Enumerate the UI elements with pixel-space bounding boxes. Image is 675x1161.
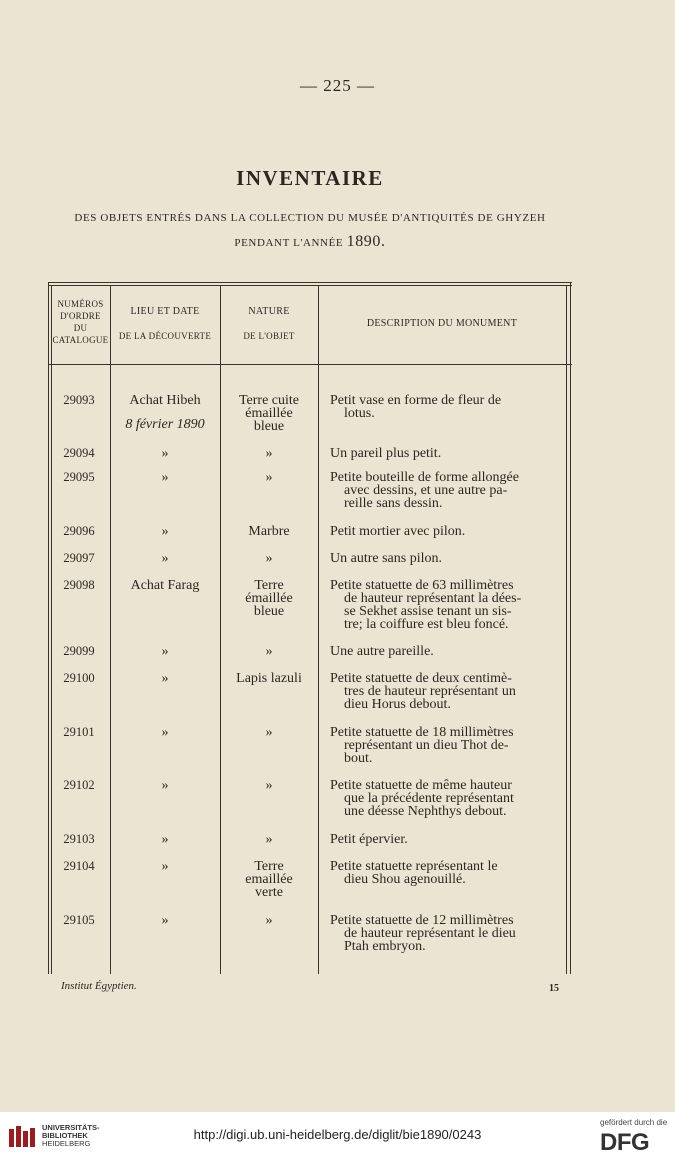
discovery-date: 8 février 1890 [125, 417, 205, 432]
description-line: Petite statuette de 12 millimètres [330, 913, 514, 928]
object-nature-line: verte [255, 885, 283, 900]
header-numeros-l4: CATALOGUE [52, 335, 109, 345]
object-nature-line: Marbre [248, 524, 290, 539]
catalogue-number: 29101 [63, 725, 95, 739]
object-nature-line: Terre cuite [238, 393, 300, 408]
description-line: Petit mortier avec pilon. [330, 524, 466, 539]
description-line: lotus. [344, 406, 375, 421]
page-number: — 225 — [300, 76, 375, 95]
header-nature-l2: DE L'OBJET [243, 331, 295, 341]
funder-note: gefördert durch die [600, 1118, 668, 1127]
description-line: Petite statuette de deux centimè- [330, 671, 512, 686]
discovery-place-text: » [161, 859, 169, 874]
catalogue-number: 29104 [63, 859, 95, 873]
object-nature [220, 579, 318, 618]
subtitle-year: 1890. [346, 233, 386, 250]
description-line: se Sekhet assise tenant un sis- [344, 604, 512, 619]
header-lieu [110, 306, 220, 342]
object-nature [220, 394, 318, 433]
object-nature-line: bleue [253, 604, 285, 619]
header-bottom-rule [48, 364, 572, 365]
object-nature [220, 552, 318, 565]
catalogue-number: 29098 [63, 578, 95, 592]
dfg-logo: DFG [600, 1129, 650, 1156]
inventory-table [48, 282, 572, 974]
object-nature [220, 914, 318, 927]
monument-description [330, 552, 558, 565]
header-numeros-l1: NUMÉROS [57, 299, 104, 309]
description-line: dieu Shou agenouillé. [344, 872, 466, 887]
catalogue-number: 29094 [63, 446, 95, 460]
discovery-place-text: Achat Hibeh [129, 393, 201, 408]
catalogue-number: 29096 [63, 524, 95, 538]
object-nature-line: émaillée [245, 406, 293, 421]
subtitle-line-1: DES OBJETS ENTRÉS DANS LA COLLECTION DU MUSÉE D'ANTIQUITÉS DE GHYZEH [74, 212, 546, 224]
discovery-place [110, 779, 220, 792]
monument-description [330, 394, 558, 420]
object-nature [220, 672, 318, 685]
object-nature [220, 525, 318, 538]
catalogue-number: 29099 [63, 644, 95, 658]
header-lieu-l2: DE LA DÉCOUVERTE [118, 331, 212, 341]
library-line-2: BIBLIOTHEK [42, 1131, 88, 1140]
header-numeros-l2: D'ORDRE [60, 311, 101, 321]
header-numeros-l3: DU [73, 323, 88, 333]
description-line: Petite statuette de 18 millimètres [330, 725, 514, 740]
catalogue-number: 29100 [63, 671, 95, 685]
permalink-url[interactable]: http://digi.ub.uni-heidelberg.de/diglit/bie1890/0243 [193, 1127, 482, 1142]
viewer-footer-bar [0, 1112, 675, 1161]
object-nature-line: Terre [254, 578, 284, 593]
object-nature [220, 726, 318, 739]
description-line: tres de hauteur représentant un [344, 684, 516, 699]
discovery-place [110, 552, 220, 565]
description-line: de hauteur représentant la dées- [344, 591, 522, 606]
object-nature-line: Terre [254, 859, 284, 874]
monument-description [330, 779, 558, 818]
discovery-place-text: Achat Farag [130, 578, 200, 593]
description-line: dieu Horus debout. [344, 697, 451, 712]
footer-signature: 15 [549, 983, 559, 994]
header-description: DESCRIPTION DU MONUMENT [366, 318, 518, 329]
description-line: avec dessins, et une autre pa- [344, 483, 508, 498]
monument-description [330, 860, 558, 886]
object-nature [220, 833, 318, 846]
description-line: tre; la coiffure est bleu foncé. [344, 617, 509, 632]
object-nature-line: emaillée [245, 872, 293, 887]
catalogue-number: 29105 [63, 913, 95, 927]
description-line: Un autre sans pilon. [330, 551, 442, 566]
description-line: une déesse Nephthys debout. [344, 804, 507, 819]
discovery-place-text: » [161, 832, 169, 847]
discovery-place-text: » [161, 913, 169, 928]
discovery-place [110, 645, 220, 658]
monument-description [330, 471, 558, 510]
discovery-place-text: » [161, 446, 169, 461]
discovery-place-text: » [161, 470, 169, 485]
footer-publisher: Institut Égyptien. [61, 980, 137, 992]
object-nature-line: émaillée [245, 591, 293, 606]
description-line: représentant un dieu Thot de- [344, 738, 509, 753]
library-line-3: HEIDELBERG [42, 1139, 91, 1148]
discovery-place-text: » [161, 671, 169, 686]
description-line: Petit épervier. [330, 832, 408, 847]
description-line: Petite statuette de même hauteur [330, 778, 512, 793]
discovery-place [110, 447, 220, 460]
description-line: Petit vase en forme de fleur de [330, 393, 502, 408]
monument-description [330, 672, 558, 711]
object-nature-line: » [265, 644, 273, 659]
monument-description [330, 645, 558, 658]
object-nature [220, 447, 318, 460]
discovery-place [110, 394, 220, 431]
catalogue-number: 29095 [63, 470, 95, 484]
discovery-place [110, 471, 220, 484]
header-lieu-l1: LIEU ET DATE [130, 306, 200, 317]
library-line-1: UNIVERSITÄTS- [42, 1123, 100, 1132]
object-nature-line: bleue [253, 419, 285, 434]
header-numeros [51, 298, 110, 346]
monument-description [330, 914, 558, 953]
object-nature [220, 471, 318, 484]
col-border-right-inner [566, 285, 567, 974]
subtitle-line-2 [0, 233, 620, 251]
discovery-place [110, 914, 220, 927]
subtitle-prefix: PENDANT L'ANNÉE [234, 237, 344, 249]
description-line: Petite statuette de 63 millimètres [330, 578, 514, 593]
table-top-rule [48, 282, 572, 283]
monument-description [330, 525, 558, 538]
object-nature-line: » [265, 470, 273, 485]
monument-description [330, 579, 558, 631]
description-line: Un pareil plus petit. [330, 446, 442, 461]
page-title: INVENTAIRE [236, 166, 384, 190]
col-border-right [570, 282, 571, 974]
discovery-place [110, 672, 220, 685]
discovery-place [110, 726, 220, 739]
description-line: Ptah embryon. [344, 939, 426, 954]
object-nature-line: » [265, 446, 273, 461]
description-line: que la précédente représentant [344, 791, 514, 806]
monument-description [330, 726, 558, 765]
object-nature-line: » [265, 551, 273, 566]
description-line: reille sans dessin. [344, 496, 443, 511]
discovery-place-text: » [161, 778, 169, 793]
object-nature [220, 860, 318, 899]
catalogue-number: 29097 [63, 551, 95, 565]
description-line: Petite statuette représentant le [330, 859, 498, 874]
object-nature-line: » [265, 778, 273, 793]
catalogue-number: 29103 [63, 832, 95, 846]
discovery-place [110, 860, 220, 873]
table-top-rule-inner [48, 285, 572, 286]
discovery-place-text: » [161, 524, 169, 539]
discovery-place-text: » [161, 644, 169, 659]
header-nature [220, 306, 318, 342]
discovery-place [110, 579, 220, 592]
monument-description [330, 833, 558, 846]
object-nature [220, 645, 318, 658]
object-nature-line: » [265, 832, 273, 847]
monument-description [330, 447, 558, 460]
description-line: de hauteur représentant le dieu [344, 926, 516, 941]
col-divider-3 [318, 285, 319, 974]
object-nature [220, 779, 318, 792]
object-nature-line: » [265, 725, 273, 740]
object-nature-line: » [265, 913, 273, 928]
catalogue-number: 29093 [63, 393, 95, 407]
description-line: Une autre pareille. [330, 644, 434, 659]
discovery-place [110, 525, 220, 538]
object-nature-line: Lapis lazuli [236, 671, 302, 686]
catalogue-number: 29102 [63, 778, 95, 792]
description-line: Petite bouteille de forme allongée [330, 470, 519, 485]
discovery-place-text: » [161, 725, 169, 740]
discovery-place [110, 833, 220, 846]
header-nature-l1: NATURE [248, 306, 290, 317]
discovery-place-text: » [161, 551, 169, 566]
description-line: bout. [344, 751, 373, 766]
